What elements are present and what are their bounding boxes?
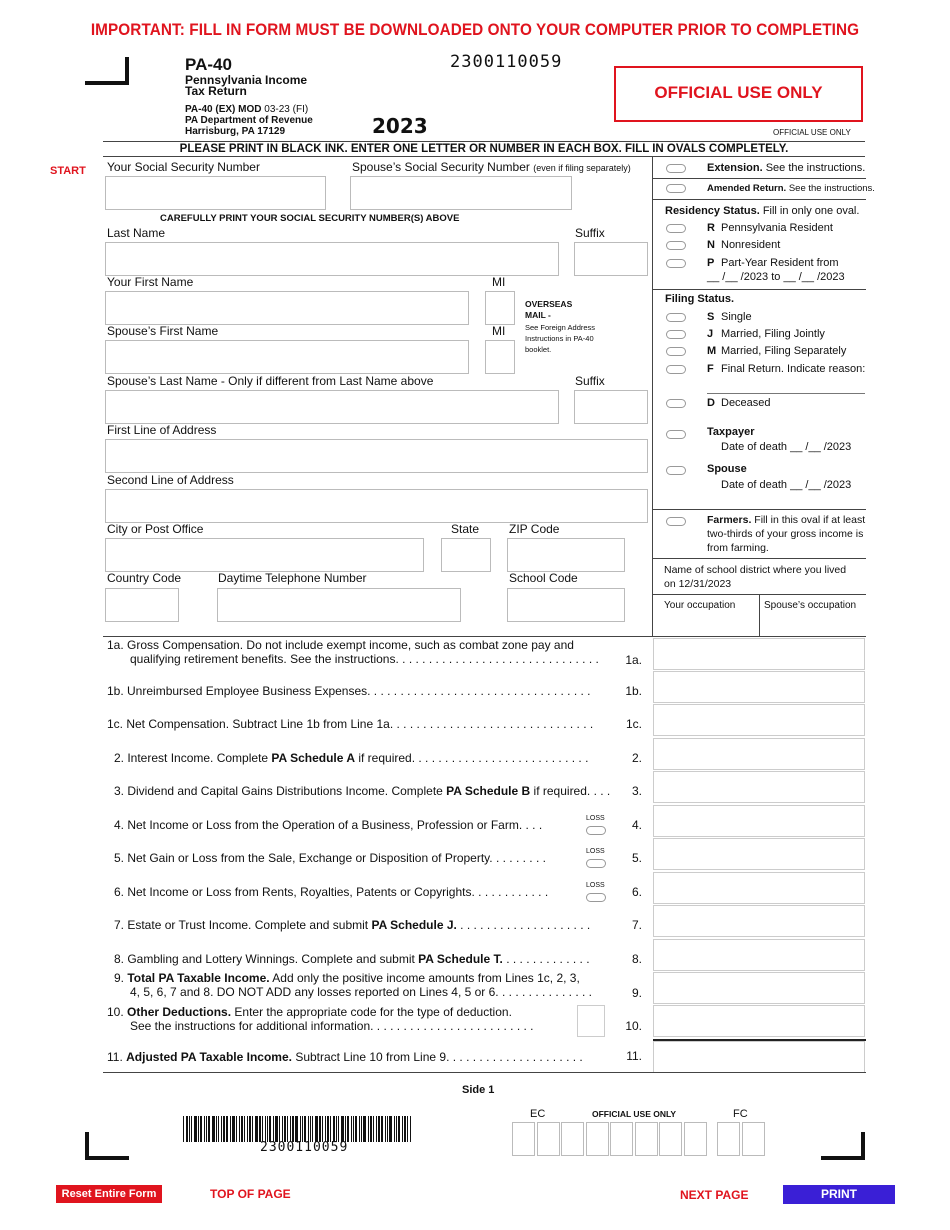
line-10-text-1 (107, 1005, 647, 1019)
line-8-num: 8. (631, 952, 642, 966)
line-9-t1b: Add only the positive income amounts from Lines 1c, 2, 3, (272, 971, 580, 985)
separate-label: Married, Filing Separately (721, 345, 847, 357)
resident-code: R (707, 222, 715, 234)
barcode-bar (221, 1116, 222, 1142)
right-hr-2 (652, 199, 866, 200)
line-1b-num: 1b. (625, 684, 642, 698)
school-district-line-1: Name of school district where you lived (664, 564, 847, 576)
part-year-dates[interactable]: __ /__ /2023 to __ /__ /2023 (707, 271, 845, 283)
residency-text: Fill in only one oval. (762, 205, 860, 217)
barcode-bar (262, 1116, 263, 1142)
barcode-bar (385, 1116, 386, 1142)
barcode-bar (327, 1116, 329, 1142)
barcode-bar (186, 1116, 188, 1142)
bottom-divider (103, 1072, 866, 1073)
farmers-bold: Farmers. (707, 514, 752, 526)
barcode-bar (387, 1116, 388, 1142)
spouse-ssn-input[interactable] (350, 176, 572, 210)
line-8-t1: 8. Gambling and Lottery Winnings. Complete and submit (114, 952, 415, 966)
official-use-title: OFFICIAL USE ONLY (654, 83, 823, 102)
mi-label: MI (492, 275, 506, 289)
line-5-amount[interactable] (653, 838, 865, 870)
suffix-input[interactable] (574, 242, 648, 276)
barcode-bar (216, 1116, 217, 1142)
resident-label: Pennsylvania Resident (721, 222, 833, 234)
official-boxes (512, 1122, 766, 1158)
overseas-title: OVERSEAS MAIL - (525, 299, 573, 320)
nonresident-label: Nonresident (721, 239, 781, 251)
official-use-cell (684, 1122, 707, 1156)
barcode-bar (404, 1116, 406, 1142)
barcode-bar (226, 1116, 228, 1142)
barcode-bar (322, 1116, 323, 1142)
phone-input[interactable] (217, 588, 461, 622)
filing-status-label: Filing Status. (665, 293, 735, 305)
official-use-small: OFFICIAL USE ONLY (773, 128, 851, 137)
line-3-schedule: PA Schedule B (446, 784, 531, 798)
barcode-bar (370, 1116, 372, 1142)
barcode-bar (282, 1116, 283, 1142)
amended-text: See the instructions. (788, 183, 875, 194)
country-label: Country Code (107, 571, 182, 585)
line-11-amount[interactable] (653, 1041, 865, 1073)
line-4-num: 4. (631, 818, 642, 832)
line-7-schedule: PA Schedule J. (371, 918, 457, 932)
spouse-suffix-input[interactable] (574, 390, 648, 424)
barcode-bar (347, 1116, 349, 1142)
ssn-input[interactable] (105, 176, 326, 210)
official-use-cell (561, 1122, 584, 1156)
barcode-bar (410, 1116, 411, 1142)
barcode-bar (345, 1116, 346, 1142)
barcode-bar (295, 1116, 298, 1142)
single-label: Single (721, 311, 752, 323)
line-8-text (114, 952, 617, 966)
barcode-bar (236, 1116, 237, 1142)
first-name-input[interactable] (105, 291, 469, 325)
line-6-num: 6. (631, 885, 642, 899)
line-2-text (114, 751, 617, 765)
final-return-code: F (707, 363, 714, 375)
nonresident-oval[interactable] (666, 241, 686, 250)
line-1b-text: 1b. Unreimbursed Employee Business Expenses. . . . . . . . . . . . . . . . . . . . . . . . . . . . . . . . . . (107, 684, 591, 698)
line-9-t1: 9. (114, 971, 125, 985)
next-page-link[interactable]: NEXT PAGE (680, 1188, 749, 1202)
school-code-input[interactable] (507, 588, 625, 622)
line-4-amount[interactable] (653, 805, 865, 837)
right-hr-3 (652, 289, 866, 290)
line-6-amount[interactable] (653, 872, 865, 904)
right-hr-1 (652, 178, 866, 179)
line-6-text: 6. Net Income or Loss from Rents, Royalties, Patents or Copyrights. . . . . . . . . . . . (114, 885, 549, 899)
line-6-loss-label: LOSS (586, 882, 605, 889)
official-use-cell (610, 1122, 633, 1156)
barcode-bar (287, 1116, 288, 1142)
start-label: START (50, 165, 86, 177)
barcode-bar (183, 1116, 184, 1142)
spouse-ssn-note: (even if filing separately) (533, 163, 631, 173)
barcode-bar (252, 1116, 253, 1142)
line-11-bold: Adjusted PA Taxable Income. (126, 1050, 292, 1064)
barcode-bar (319, 1116, 321, 1142)
ssn-note: CAREFULLY PRINT YOUR SOCIAL SECURITY NUMBER(S) ABOVE (160, 213, 460, 224)
ec-label: EC (530, 1108, 546, 1120)
line-4-loss-label: LOSS (586, 815, 605, 822)
line-9-text-2: 4, 5, 6, 7 and 8. DO NOT ADD any losses reported on Lines 4, 5 or 6. . . . . . . . . . . . . . . (130, 985, 592, 999)
barcode-bar (333, 1116, 335, 1142)
taxpayer-date[interactable]: Date of death __ /__ /2023 (721, 441, 852, 453)
barcode-bar (302, 1116, 303, 1142)
barcode-bar (284, 1116, 286, 1142)
barcode-bar (241, 1116, 243, 1142)
line-1c-text: 1c. Net Compensation. Subtract Line 1b from Line 1a. . . . . . . . . . . . . . . . . . . . . . . . . . . . . . . (107, 717, 594, 731)
line-5-loss-oval[interactable] (586, 859, 606, 868)
line-3-t1: 3. Dividend and Capital Gains Distributions Income. Complete (114, 784, 443, 798)
barcode-bar (312, 1116, 313, 1142)
right-hr-4 (652, 509, 866, 510)
spouse-ssn-label (352, 160, 631, 174)
deceased-label: Deceased (721, 397, 771, 409)
barcode-bar (363, 1116, 366, 1142)
official-use-cell (512, 1122, 535, 1156)
line-10-t1b: Enter the appropriate code for the type of deduction. (234, 1005, 512, 1019)
barcode-bar (336, 1116, 337, 1142)
barcode-bar (255, 1116, 258, 1142)
line-2-t1b: if required. . . . . . . . . . . . . . . . . . . . . . . . . . . (358, 751, 589, 765)
farmers-text-1: Fill in this oval if at least (754, 514, 866, 526)
line-9-num: 9. (631, 986, 642, 1000)
official-use-cell (586, 1122, 609, 1156)
barcode-text: 2300110059 (260, 1140, 349, 1155)
line-10-t1: 10. (107, 1005, 124, 1019)
line-1c-num: 1c. (625, 717, 642, 731)
line-9-amount[interactable] (653, 972, 865, 1004)
barcode-bar (381, 1116, 383, 1142)
version-date: 03-23 (FI) (264, 104, 309, 115)
suffix-label: Suffix (575, 226, 605, 240)
line-8-t1b: . . . . . . . . . . . . . (506, 952, 590, 966)
barcode-bar (300, 1116, 301, 1142)
spouse-deceased-label: Spouse (707, 463, 747, 475)
version-code: PA-40 (EX) MOD (185, 104, 262, 115)
final-reason-line[interactable] (707, 393, 865, 394)
barcode-bar (200, 1116, 202, 1142)
single-code: S (707, 311, 715, 323)
amended-bold: Amended Return. (707, 183, 787, 194)
barcode-bar (373, 1116, 374, 1142)
nonresident-code: N (707, 239, 715, 251)
line-6-loss-oval[interactable] (586, 893, 606, 902)
barcode-bar (315, 1116, 318, 1142)
barcode-bar (247, 1116, 248, 1142)
barcode-number: 2300110059 (450, 52, 563, 72)
extension-bold: Extension. (707, 162, 763, 174)
spouse-mi-input[interactable] (485, 340, 515, 374)
line-8-amount[interactable] (653, 939, 865, 971)
line-10-text-2: See the instructions for additional information. . . . . . . . . . . . . . . . . . . . . . . . . (130, 1019, 534, 1033)
form-version (185, 104, 308, 115)
line-3-t1b: if required. . . . (533, 784, 611, 798)
barcode-bar (378, 1116, 380, 1142)
right-hr-5 (652, 558, 866, 559)
line-2-num: 2. (631, 751, 642, 765)
barcode-bar (206, 1116, 207, 1142)
barcode-bar (394, 1116, 395, 1142)
line-3-amount[interactable] (653, 771, 865, 803)
barcode-bar (341, 1116, 344, 1142)
last-name-label: Last Name (107, 226, 166, 240)
barcode-bar (310, 1116, 311, 1142)
barcode-bar (230, 1116, 231, 1142)
part-year-oval[interactable] (666, 259, 686, 268)
barcode-bar (304, 1116, 306, 1142)
barcode-bar (290, 1116, 291, 1142)
banner: IMPORTANT: FILL IN FORM MUST BE DOWNLOADED ONTO YOUR COMPUTER PRIOR TO COMPLETING (90, 20, 860, 39)
barcode-bar (259, 1116, 261, 1142)
line-3-text (114, 784, 617, 798)
barcode-bar (232, 1116, 235, 1142)
joint-code: J (707, 328, 714, 340)
spouse-ssn-text: Spouse’s Social Security Number (352, 160, 530, 174)
official-use-cell (742, 1122, 765, 1156)
barcode-bar (351, 1116, 352, 1142)
part-year-code: P (707, 257, 715, 269)
joint-label: Married, Filing Jointly (721, 328, 825, 340)
address1-input[interactable] (105, 439, 648, 473)
barcode-bar (361, 1116, 362, 1142)
barcode-bar (198, 1116, 199, 1142)
corner-mark-bottom-right-h (821, 1156, 865, 1160)
barcode-bar (265, 1116, 266, 1142)
overseas-text: See Foreign Address Instructions in PA-40 booklet. (525, 323, 596, 354)
barcode-bar (275, 1116, 278, 1142)
instructions-bar: PLEASE PRINT IN BLACK INK. ENTER ONE LETTER OR NUMBER IN EACH BOX. FILL IN OVALS COMPLETELY. (103, 141, 865, 157)
line-5-loss-label: LOSS (586, 848, 605, 855)
line-1a-num: 1a. (625, 653, 642, 667)
mi-input[interactable] (485, 291, 515, 325)
line-2-schedule: PA Schedule A (271, 751, 355, 765)
state-label: State (451, 522, 480, 536)
corner-mark-top-left-h (85, 81, 129, 85)
barcode-bar (396, 1116, 397, 1142)
school-code-label: School Code (509, 571, 578, 585)
residency-label (665, 205, 859, 217)
farmers-oval[interactable] (666, 517, 686, 526)
country-input[interactable] (105, 588, 179, 622)
barcode-bar (239, 1116, 240, 1142)
barcode-bar (353, 1116, 354, 1142)
deceased-code: D (707, 397, 715, 409)
address2-input[interactable] (105, 489, 648, 523)
barcode-bar (325, 1116, 326, 1142)
extension-oval[interactable] (666, 164, 686, 173)
barcode-bar (244, 1116, 245, 1142)
line-9-text-1 (114, 971, 654, 985)
farmers-line-3: from farming. (707, 542, 769, 554)
barcode-bar (279, 1116, 280, 1142)
single-oval[interactable] (666, 313, 686, 322)
joint-oval[interactable] (666, 330, 686, 339)
barcode-bar (194, 1116, 197, 1142)
official-use-cell (659, 1122, 682, 1156)
reset-button[interactable]: Reset Entire Form (56, 1185, 162, 1203)
dept-name: PA Department of Revenue (185, 115, 313, 126)
barcode-bar (330, 1116, 331, 1142)
line-11-text (107, 1050, 617, 1064)
line-4-loss-oval[interactable] (586, 826, 606, 835)
top-of-page-link[interactable]: TOP OF PAGE (210, 1187, 291, 1201)
official-use-cell (537, 1122, 560, 1156)
barcode-bar (308, 1116, 309, 1142)
line-11-t1b: Subtract Line 10 from Line 9. . . . . . . . . . . . . . . . . . . . . (295, 1050, 583, 1064)
final-return-label: Final Return. Indicate reason: (721, 363, 866, 375)
tax-year: 2023 (372, 114, 428, 138)
amended-label (707, 183, 875, 194)
line-1a-text-2: qualifying retirement benefits. See the instructions. . . . . . . . . . . . . . . . . . . . . . . . . . . . . . . (130, 652, 599, 666)
separate-code: M (707, 345, 717, 357)
occupation-label: Your occupation (664, 600, 736, 611)
line-1a-text-1: 1a. Gross Compensation. Do not include exempt income, such as combat zone pay and (107, 638, 574, 652)
taxpayer-oval[interactable] (666, 430, 686, 439)
line-7-amount[interactable] (653, 905, 865, 937)
line-8-schedule: PA Schedule T. (418, 952, 503, 966)
line-7-t1b: . . . . . . . . . . . . . . . . . . . . (460, 918, 591, 932)
last-name-input[interactable] (105, 242, 559, 276)
extension-label (707, 162, 865, 174)
line-9-bold: Total PA Taxable Income. (127, 971, 270, 985)
dept-address: Harrisburg, PA 17129 (185, 126, 286, 137)
spouse-first-label: Spouse’s First Name (107, 324, 219, 338)
barcode-bar (191, 1116, 192, 1142)
separate-oval[interactable] (666, 347, 686, 356)
official-use-cell (717, 1122, 740, 1156)
deceased-oval[interactable] (666, 399, 686, 408)
side-label: Side 1 (462, 1084, 495, 1096)
barcode-bar (212, 1116, 215, 1142)
residency-bold: Residency Status. (665, 205, 760, 217)
spouse-occupation-label: Spouse’s occupation (764, 600, 857, 611)
extension-text: See the instructions. (765, 162, 866, 174)
barcode-bar (376, 1116, 377, 1142)
line-5-text: 5. Net Gain or Loss from the Sale, Exchange or Disposition of Property. . . . . . . . . (114, 851, 546, 865)
barcode-bar (359, 1116, 360, 1142)
school-district-line-2: on 12/31/2023 (664, 578, 732, 590)
form-title-1: Pennsylvania Income (185, 73, 308, 87)
barcode-bar (218, 1116, 219, 1142)
barcode-bar (292, 1116, 294, 1142)
final-return-oval[interactable] (666, 365, 686, 374)
footer-official-use: OFFICIAL USE ONLY (592, 1109, 677, 1119)
spouse-suffix-label: Suffix (575, 374, 605, 388)
spouse-mi-label: MI (492, 324, 506, 338)
line-10-amount[interactable] (653, 1005, 865, 1037)
amended-oval[interactable] (666, 184, 686, 193)
phone-label: Daytime Telephone Number (218, 571, 367, 585)
state-input[interactable] (441, 538, 491, 572)
form-id: PA-40 (185, 55, 232, 74)
farmers-line-1 (707, 514, 865, 526)
city-label: City or Post Office (107, 522, 204, 536)
barcode-bar (402, 1116, 403, 1142)
barcode-bar (249, 1116, 251, 1142)
spouse-first-input[interactable] (105, 340, 469, 374)
corner-mark-bottom-left-h (85, 1156, 129, 1160)
fc-label: FC (733, 1108, 748, 1120)
line-11-t1: 11. (107, 1050, 123, 1064)
barcode-bar (338, 1116, 339, 1142)
barcode-bar (368, 1116, 369, 1142)
line-1c-amount[interactable] (653, 704, 865, 736)
line-11-num: 11. (626, 1049, 642, 1063)
barcode-bar (273, 1116, 274, 1142)
official-use-cell (635, 1122, 658, 1156)
line-1b-amount[interactable] (653, 671, 865, 703)
spouse-date[interactable]: Date of death __ /__ /2023 (721, 479, 852, 491)
spouse-deceased-oval[interactable] (666, 466, 686, 475)
first-name-label: Your First Name (107, 275, 194, 289)
zip-input[interactable] (507, 538, 625, 572)
barcode-bar (398, 1116, 400, 1142)
ssn-label: Your Social Security Number (107, 160, 260, 174)
line-7-text (114, 918, 617, 932)
form-title-2: Tax Return (185, 84, 247, 98)
line-4-text: 4. Net Income or Loss from the Operation of a Business, Profession or Farm. . . . (114, 818, 543, 832)
line-2-amount[interactable] (653, 738, 865, 770)
barcode-bar (223, 1116, 225, 1142)
line-1a-amount[interactable] (653, 638, 865, 670)
barcode-bar (267, 1116, 268, 1142)
line-7-num: 7. (631, 918, 642, 932)
line-10-code-input[interactable] (577, 1005, 605, 1037)
barcode-image (183, 1116, 448, 1142)
barcode-bar (208, 1116, 210, 1142)
barcode-bar (269, 1116, 271, 1142)
part-year-label: Part-Year Resident from (721, 257, 839, 269)
taxpayer-label: Taxpayer (707, 426, 755, 438)
line-3-num: 3. (631, 784, 642, 798)
barcode-bar (407, 1116, 408, 1142)
address2-label: Second Line of Address (107, 473, 234, 487)
line-10-bold: Other Deductions. (127, 1005, 232, 1019)
barcode-bar (204, 1116, 205, 1142)
spouse-last-label: Spouse’s Last Name - Only if different from Last Name above (107, 374, 434, 388)
city-input[interactable] (105, 538, 424, 572)
spouse-last-input[interactable] (105, 390, 559, 424)
barcode-bar (389, 1116, 392, 1142)
address1-label: First Line of Address (107, 423, 217, 437)
print-button[interactable]: PRINT (783, 1185, 895, 1204)
zip-label: ZIP Code (509, 522, 560, 536)
occupation-divider (759, 594, 760, 636)
line-10-num: 10. (625, 1019, 642, 1033)
farmers-line-2: two-thirds of your gross income is (707, 528, 864, 540)
barcode-bar (189, 1116, 190, 1142)
barcode-bar (355, 1116, 357, 1142)
line-7-t1: 7. Estate or Trust Income. Complete and submit (114, 918, 369, 932)
line-2-t1: 2. Interest Income. Complete (114, 751, 269, 765)
section-divider (103, 636, 866, 637)
right-column-divider (652, 157, 653, 636)
line-5-num: 5. (631, 851, 642, 865)
resident-oval[interactable] (666, 224, 686, 233)
